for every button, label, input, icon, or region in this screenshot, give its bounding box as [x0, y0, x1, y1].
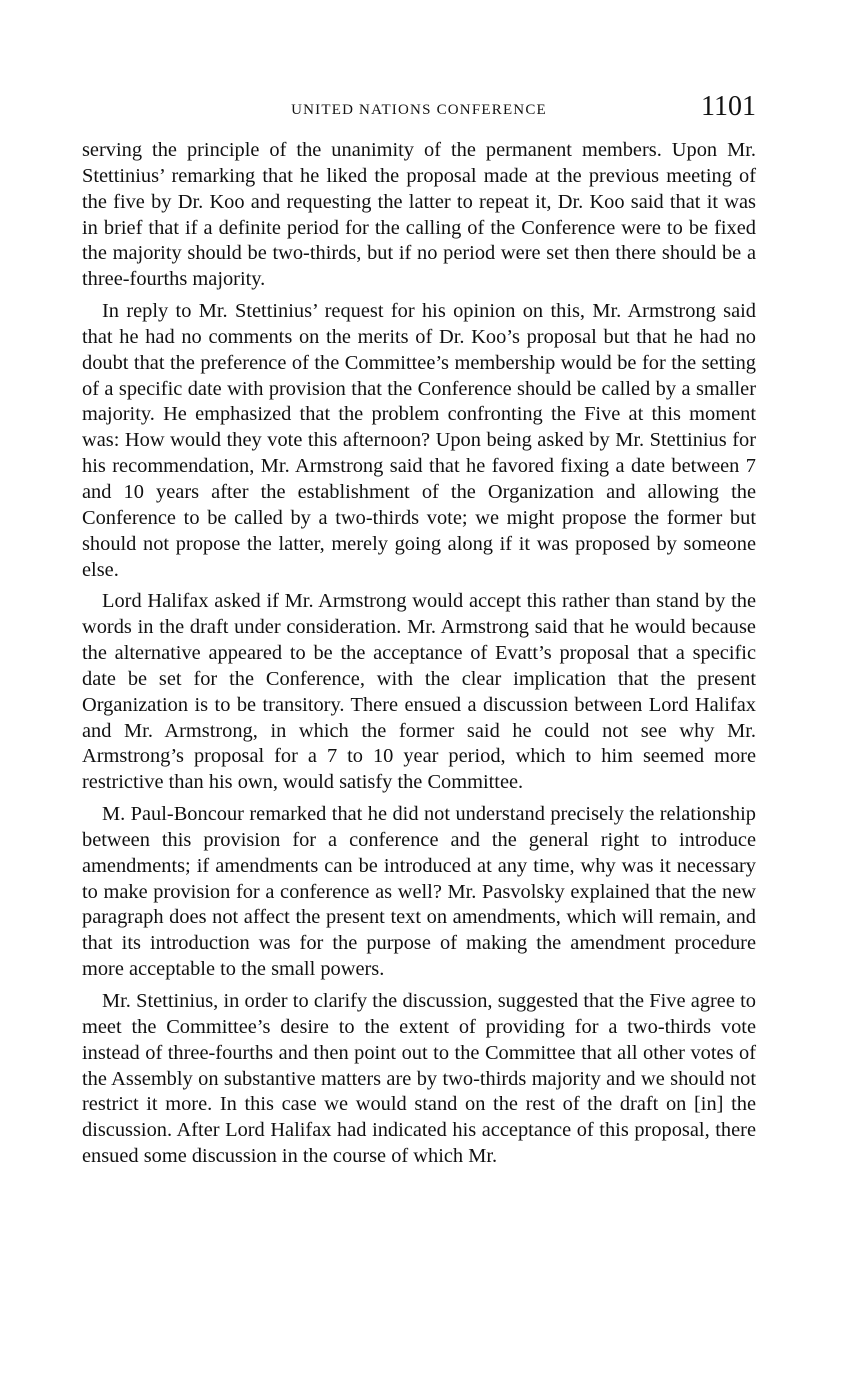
body-text [82, 138, 756, 1170]
page-number: 1101 [701, 91, 756, 122]
paragraph: M. Paul-Boncour remarked that he did not understand precisely the relationship between this provision for a conference and the general right to introduce amendments; if amendments can be introduced at any time, why was it necessary to make provision for a conference as well? Mr. Pasvolsky explained that the new paragraph does not affect the present text on amendments, which will remain, and that its introduction was for the purpose of making the amendment procedure more acceptable to the small powers. [82, 803, 756, 981]
paragraph: In reply to Mr. Stettinius’ request for his opinion on this, Mr. Armstrong said that he had no comments on the merits of Dr. Koo’s proposal but that he had no doubt that the preference of the Committee’s membership would be for the setting of a specific date with provision that the Conference should be called by a smaller majority. He emphasized that the problem confronting the Five at this moment was: How would they vote this afternoon? Upon being asked by Mr. Stettinius for his recommendation, Mr. Armstrong said that he favored fixing a date between 7 and 10 years after the establishment of the Organization and allowing the Conference to be called by a two-thirds vote; we might propose the former but should not propose the latter, merely going along if it was proposed by someone else. [82, 300, 756, 581]
paragraph: Lord Halifax asked if Mr. Armstrong would accept this rather than stand by the words in the draft under consideration. Mr. Armstrong said that he would because the alternative appeared to be the acceptance of Evatt’s proposal that a specific date be set for the Conference, with the clear implication that the present Organization is to be transitory. There ensued a discussion between Lord Halifax and Mr. Armstrong, in which the former said he could not see why Mr. Armstrong’s proposal for a 7 to 10 year period, which to him seemed more restrictive than his own, would satisfy the Committee. [82, 590, 756, 794]
paragraph: Mr. Stettinius, in order to clarify the discussion, suggested that the Five agree to meet the Committee’s desire to the extent of providing for a two-thirds vote instead of three-fourths and then point out to the Committee that all other votes of the Assembly on substantive matters are by two-thirds majority and we should not restrict it more. In this case we would stand on the rest of the draft on [in] the discussion. After Lord Halifax had indicated his acceptance of this proposal, there ensued some discussion in the course of which Mr. [82, 990, 756, 1168]
running-head-title: UNITED NATIONS CONFERENCE [291, 102, 547, 118]
running-head [82, 92, 756, 126]
paragraph: serving the principle of the unanimity of the permanent members. Upon Mr. Stettinius’ remarking that he liked the proposal made at the previous meeting of the five by Dr. Koo and requesting the latter to repeat it, Dr. Koo said that it was in brief that if a definite period for the calling of the Conference were to be fixed the majority should be two-thirds, but if no period were set then there should be a three-fourths majority. [82, 139, 756, 291]
document-page [82, 92, 756, 1176]
